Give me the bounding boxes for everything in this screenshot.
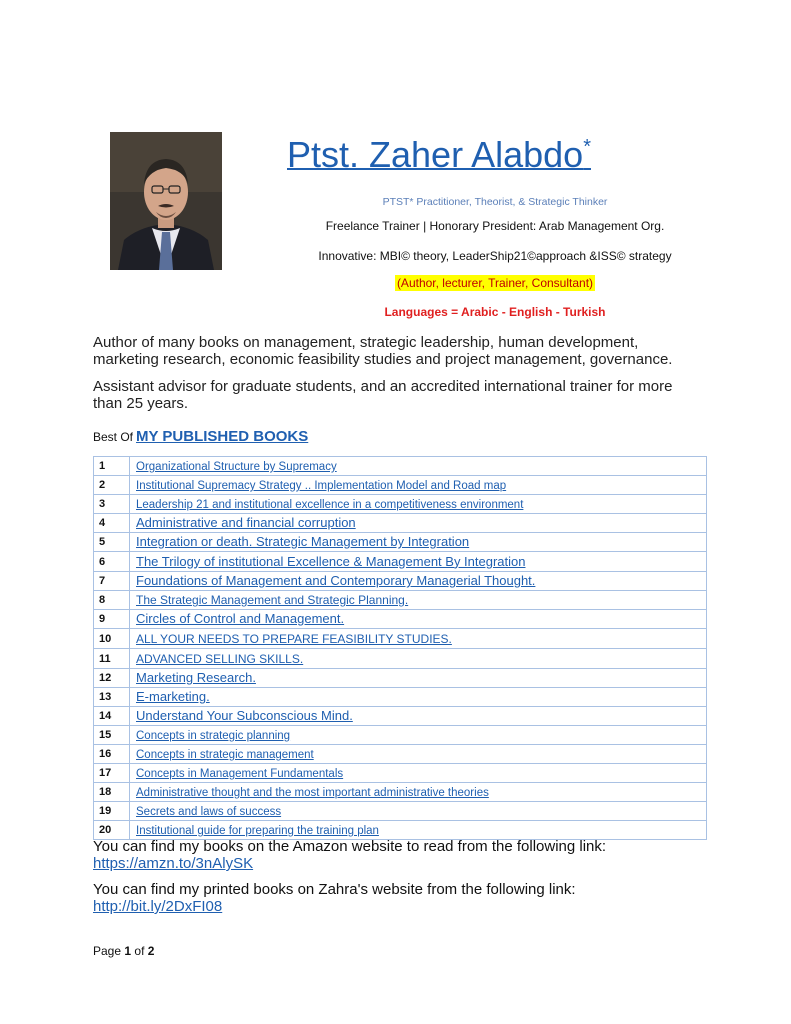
book-title-link[interactable]: The Strategic Management and Strategic Planning. (136, 593, 409, 607)
profile-photo (110, 132, 222, 270)
roles-line (230, 276, 760, 290)
zahra-section (93, 881, 576, 915)
table-row (94, 591, 707, 610)
amazon-text: You can find my books on the Amazon website to read from the following link: (93, 838, 607, 855)
author-name-text[interactable]: Ptst. Zaher Alabdo (287, 134, 584, 175)
book-cell (130, 649, 707, 669)
book-title-link[interactable]: Marketing Research. (136, 670, 256, 685)
table-row (94, 629, 707, 649)
book-number: 8 (94, 591, 130, 610)
table-row (94, 514, 707, 533)
zahra-link[interactable]: http://bit.ly/2DxFI08 (93, 898, 223, 915)
table-row (94, 745, 707, 764)
book-number: 12 (94, 669, 130, 688)
table-row (94, 533, 707, 552)
table-row (94, 802, 707, 821)
bio-paragraph-2: Assistant advisor for graduate students, and an accredited international trainer for more than 25 years. (93, 378, 673, 412)
table-row (94, 552, 707, 572)
table-row (94, 457, 707, 476)
book-cell (130, 726, 707, 745)
book-number: 10 (94, 629, 130, 649)
book-title-link[interactable]: ADVANCED SELLING SKILLS. (136, 651, 304, 666)
book-cell (130, 783, 707, 802)
book-title-link[interactable]: Circles of Control and Management. (136, 611, 345, 626)
book-title-link[interactable]: The Trilogy of institutional Excellence & Management By Integration (136, 553, 526, 569)
book-cell (130, 707, 707, 726)
table-row (94, 669, 707, 688)
book-cell (130, 591, 707, 610)
page-label: Page (93, 944, 122, 958)
book-number: 1 (94, 457, 130, 476)
book-number: 4 (94, 514, 130, 533)
table-row (94, 726, 707, 745)
book-title-link[interactable]: Secrets and laws of success (136, 806, 282, 818)
book-cell (130, 495, 707, 514)
book-number: 2 (94, 476, 130, 495)
table-row (94, 764, 707, 783)
books-heading (93, 428, 308, 445)
book-title-link[interactable]: Concepts in Management Fundamentals (136, 768, 344, 780)
table-row (94, 649, 707, 669)
table-row (94, 610, 707, 629)
book-title-link[interactable]: Concepts in strategic planning (136, 730, 291, 742)
page-number (93, 944, 154, 958)
book-title-link[interactable]: Administrative and financial corruption (136, 515, 356, 530)
books-table (93, 456, 707, 840)
zahra-text: You can find my printed books on Zahra's website from the following link: (93, 881, 576, 898)
published-books-link[interactable]: MY PUBLISHED BOOKS (136, 428, 309, 445)
page-of: of (134, 944, 145, 958)
table-row (94, 495, 707, 514)
languages-line: Languages = Arabic - English - Turkish (384, 305, 606, 319)
book-cell (130, 669, 707, 688)
book-title-link[interactable]: E-marketing. (136, 689, 210, 704)
books-table-body (94, 457, 707, 840)
book-number: 11 (94, 649, 130, 669)
book-number: 20 (94, 821, 130, 840)
book-number: 19 (94, 802, 130, 821)
table-row (94, 476, 707, 495)
book-cell (130, 610, 707, 629)
book-title-link[interactable]: Integration or death. Strategic Management by Integration (136, 534, 470, 549)
amazon-link[interactable]: https://amzn.to/3nAlySK (93, 855, 254, 872)
book-number: 16 (94, 745, 130, 764)
author-name[interactable] (287, 134, 591, 176)
innovations-line: Innovative: MBI© theory, LeaderShip21©approach &ISS© strategy (318, 249, 672, 263)
table-row (94, 821, 707, 840)
book-cell (130, 629, 707, 649)
book-title-link[interactable]: Understand Your Subconscious Mind. (136, 708, 353, 723)
page-total: 2 (147, 944, 155, 958)
book-cell (130, 514, 707, 533)
book-cell (130, 745, 707, 764)
book-cell (130, 533, 707, 552)
book-number: 3 (94, 495, 130, 514)
book-cell (130, 476, 707, 495)
book-cell (130, 688, 707, 707)
book-cell (130, 457, 707, 476)
book-cell (130, 802, 707, 821)
trainer-line: Freelance Trainer | Honorary President: Arab Management Org. (325, 219, 665, 233)
table-row (94, 688, 707, 707)
table-row (94, 783, 707, 802)
book-title-link[interactable]: Foundations of Management and Contemporary Managerial Thought. (136, 573, 536, 588)
book-number: 14 (94, 707, 130, 726)
book-title-link[interactable]: ALL YOUR NEEDS TO PREPARE FEASIBILITY STUDIES. (136, 631, 452, 646)
book-number: 9 (94, 610, 130, 629)
book-cell (130, 764, 707, 783)
book-number: 5 (94, 533, 130, 552)
book-title-link[interactable]: Administrative thought and the most important administrative theories (136, 787, 489, 799)
book-cell (130, 552, 707, 572)
amazon-section (93, 838, 606, 872)
bio-paragraph-1: Author of many books on management, strategic leadership, human development, marketing research, economic feasibility studies and project management, governance. (93, 334, 673, 368)
portrait-image (110, 132, 222, 270)
book-number: 17 (94, 764, 130, 783)
book-number: 6 (94, 552, 130, 572)
book-title-link[interactable]: Organizational Structure by Supremacy (136, 461, 337, 473)
table-row (94, 707, 707, 726)
ptst-definition: PTST* Practitioner, Theorist, & Strategic Thinker (382, 196, 608, 208)
page-current: 1 (124, 944, 132, 958)
book-number: 15 (94, 726, 130, 745)
book-title-link[interactable]: Institutional guide for preparing the training plan (136, 825, 379, 837)
book-cell (130, 572, 707, 591)
book-title-link[interactable]: Concepts in strategic management (136, 749, 314, 761)
book-cell (130, 821, 707, 840)
table-row (94, 572, 707, 591)
books-heading-prefix: Best Of (93, 430, 134, 444)
book-number: 7 (94, 572, 130, 591)
book-number: 18 (94, 783, 130, 802)
book-title-link[interactable]: Institutional Supremacy Strategy .. Implementation Model and Road map (136, 480, 507, 492)
book-number: 13 (94, 688, 130, 707)
roles-highlight: (Author, lecturer, Trainer, Consultant) (396, 276, 594, 290)
author-name-mark: * (583, 136, 591, 158)
book-title-link[interactable]: Leadership 21 and institutional excellence in a competitiveness environment (136, 499, 524, 511)
